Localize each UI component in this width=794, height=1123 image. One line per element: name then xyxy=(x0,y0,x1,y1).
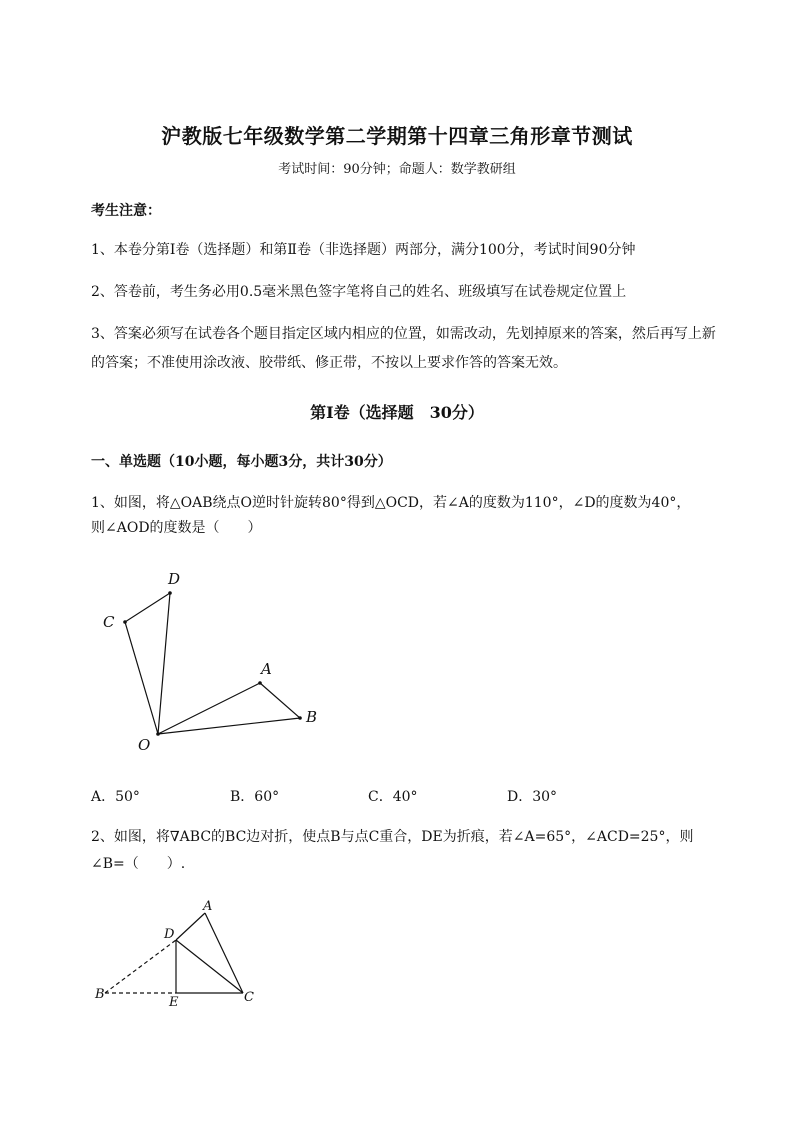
label-d: D xyxy=(164,927,175,942)
label-a: A xyxy=(203,899,213,914)
label-o: O xyxy=(138,736,151,754)
question-group-heading: 一、单选题（10小题，每小题3分，共计30分） xyxy=(91,454,392,470)
q1-option-b[interactable]: B．60° xyxy=(230,789,280,805)
notice-item-3: 3、答案必须写在试卷各个题目指定区域内相应的位置，如需改动，先划掉原来的答案，然后再写上新的答案；不准使用涂改液、胶带纸、修正带，不按以上要求作答的答案无效。 xyxy=(91,326,716,371)
segment-da xyxy=(176,913,205,940)
question-1-text-line2: 则∠AOD的度数是（ ） xyxy=(91,520,262,536)
fold-line-bd xyxy=(105,940,176,993)
section-title: 第I卷（选择题 30分） xyxy=(310,403,484,422)
label-e: E xyxy=(169,995,179,1010)
segment-dc xyxy=(176,940,243,993)
label-c: C xyxy=(103,613,115,631)
label-b: B xyxy=(306,708,318,726)
question-2-text-line1: 2、如图，将∇ABC的BC边对折，使点B与点C重合，DE为折痕，若∠A=65°，∠ACD=25°，则 xyxy=(91,829,694,845)
notice-item-1: 1、本卷分第I卷（选择题）和第Ⅱ卷（非选择题）两部分，满分100分，考试时间90分钟 xyxy=(91,242,636,258)
label-d: D xyxy=(168,570,181,588)
question-1-text-line1: 1、如图，将△OAB绕点O逆时针旋转80°得到△OCD，若∠A的度数为110°，∠D的度数为40°， xyxy=(91,495,691,511)
label-a: A xyxy=(261,660,272,678)
page-title: 沪教版七年级数学第二学期第十四章三角形章节测试 xyxy=(161,124,633,148)
notice-item-2: 2、答卷前，考生务必用0.5毫米黑色签字笔将自己的姓名、班级填写在试卷规定位置上 xyxy=(91,284,627,300)
label-c: C xyxy=(244,990,254,1005)
label-b: B xyxy=(95,987,105,1002)
notice-heading: 考生注意： xyxy=(91,203,161,219)
q1-option-a[interactable]: A．50° xyxy=(91,789,140,805)
question-2-text-line2: ∠B=（ ）. xyxy=(91,856,186,872)
q1-option-c[interactable]: C．40° xyxy=(368,789,418,805)
q1-option-d[interactable]: D．30° xyxy=(507,789,558,805)
segment-ac xyxy=(205,913,243,993)
exam-info: 考试时间：90分钟；命题人：数学教研组 xyxy=(278,162,516,177)
